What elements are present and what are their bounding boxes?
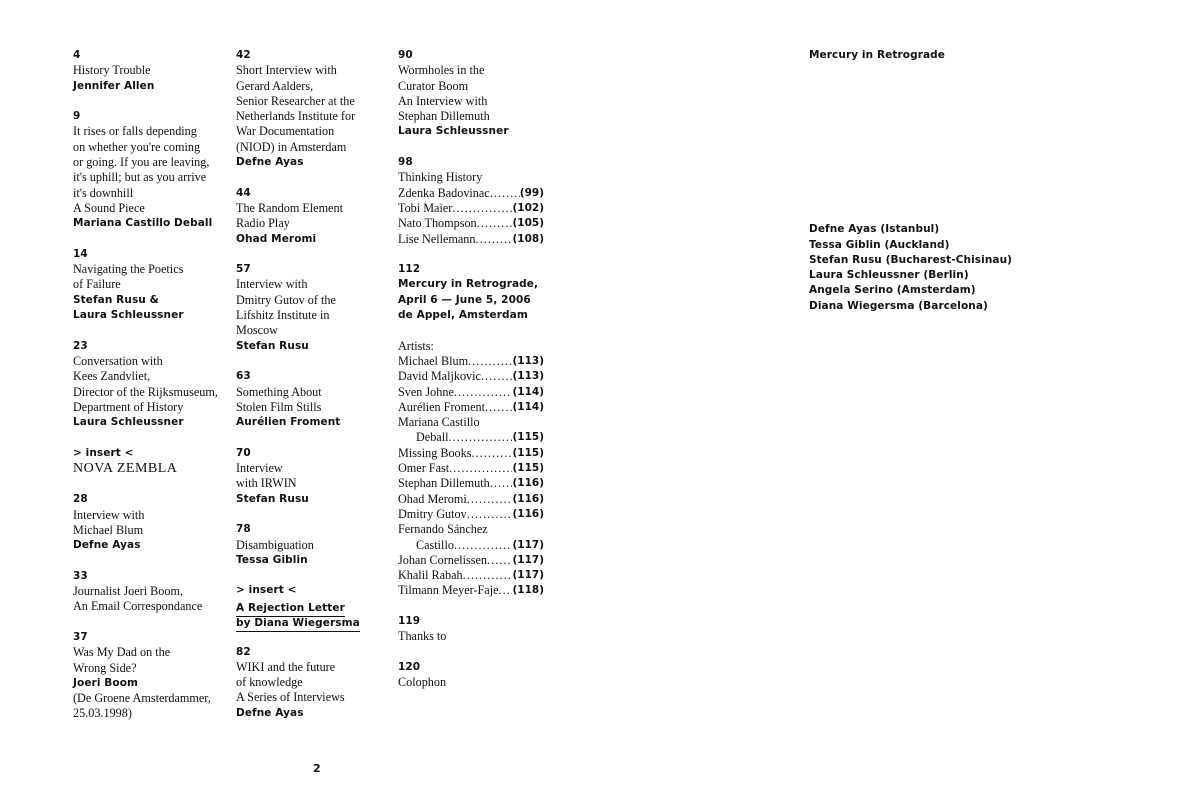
- insert-label: > insert <: [236, 584, 297, 597]
- entry-note: 25.03.1998): [73, 706, 132, 721]
- entry-title-line: History Trouble: [73, 63, 151, 78]
- dot-leader: [485, 400, 512, 415]
- toc-entry: [398, 660, 548, 691]
- entry-title-line: Radio Play: [236, 216, 290, 231]
- toc-row: [398, 446, 544, 461]
- toc-row-page: (114): [512, 385, 544, 398]
- entry-page-number: 57: [236, 263, 251, 276]
- toc-row: [398, 522, 544, 537]
- curators-column: [809, 48, 1069, 314]
- curator-item: Defne Ayas (Istanbul): [809, 223, 940, 236]
- entry-title-line: Wormholes in the: [398, 63, 485, 78]
- entry-title-line: Director of the Rijksmuseum,: [73, 384, 218, 399]
- insert-rejection-letter: [236, 583, 386, 629]
- exhibition-venue: de Appel, Amsterdam: [398, 309, 528, 322]
- dot-leader: [467, 507, 513, 522]
- entry-author: Jennifer Allen: [73, 79, 155, 92]
- toc-row-page: (102): [512, 201, 544, 214]
- dot-leader: [487, 553, 512, 568]
- toc-row-page: (105): [512, 217, 544, 230]
- dot-leader: [449, 461, 512, 476]
- curator-list: [809, 222, 1069, 314]
- insert-title: NOVA ZEMBLA: [73, 461, 178, 477]
- entry-title-line: of knowledge: [236, 675, 303, 690]
- toc-row-name: Zdenka Badovinac: [398, 185, 490, 200]
- toc-row-name: Johan Cornelissen: [398, 552, 488, 567]
- entry-title-line: Michael Blum: [73, 522, 144, 537]
- toc-row-name: David Maljkovic: [398, 369, 481, 384]
- entry-title-line: Dmitry Gutov of the: [236, 292, 336, 307]
- toc-row: [398, 400, 544, 415]
- toc-entry: [398, 48, 548, 140]
- rejection-letter-author-link[interactable]: by Diana Wiegersma: [236, 617, 360, 632]
- entry-page-number: 4: [73, 49, 81, 61]
- entry-title-line: Journalist Joeri Boom,: [73, 584, 184, 599]
- entry-title-line: of Failure: [73, 277, 121, 292]
- curator-item: Diana Wiegersma (Barcelona): [809, 299, 988, 312]
- toc-row: [398, 385, 544, 400]
- toc-row-page: (116): [512, 507, 544, 520]
- toc-row: [398, 583, 544, 598]
- toc-row: [398, 232, 544, 247]
- entry-page-number: 78: [236, 523, 251, 536]
- toc-column-1: [73, 48, 223, 737]
- toc-entry: [236, 522, 386, 568]
- dot-leader: [452, 201, 512, 216]
- toc-row-page: (99): [519, 186, 544, 199]
- entry-title-line: Something About: [236, 384, 322, 399]
- dot-leader: [481, 369, 513, 384]
- running-head: Mercury in Retrograde: [809, 49, 945, 61]
- entry-author: Aurélien Froment: [236, 416, 341, 429]
- toc-row: [398, 186, 544, 201]
- entry-title-line: WIKI and the future: [236, 659, 336, 674]
- entry-title-line: it's downhill: [73, 185, 134, 200]
- toc-entry: [236, 186, 386, 247]
- entry-title-line: Netherlands Institute for: [236, 109, 356, 124]
- toc-row: [398, 568, 544, 583]
- entry-title-line: Wrong Side?: [73, 660, 137, 675]
- toc-entry: [236, 369, 386, 430]
- entry-page-number: 28: [73, 493, 88, 506]
- toc-row-page: (115): [512, 462, 544, 475]
- entry-title-line: Curator Boom: [398, 78, 469, 93]
- entry-title-line: The Random Element: [236, 200, 343, 215]
- toc-row-name: Dmitry Gutov: [398, 506, 467, 521]
- toc-entry: [73, 630, 223, 722]
- entry-author: Defne Ayas: [236, 706, 304, 719]
- entry-title-line: Colophon: [398, 675, 447, 690]
- toc-row-page: (116): [512, 477, 544, 490]
- entry-title: Thinking History: [398, 170, 483, 185]
- entry-title-line: Interview: [236, 461, 283, 476]
- toc-entry: [398, 614, 548, 645]
- toc-row: [398, 415, 544, 430]
- toc-row: [398, 492, 544, 507]
- entry-title-line: Thanks to: [398, 629, 447, 644]
- toc-row-name: Stephan Dillemuth: [398, 476, 490, 491]
- entry-title-line: Gerard Aalders,: [236, 78, 314, 93]
- toc-entry: [73, 339, 223, 431]
- exhibition-dates: April 6 — June 5, 2006: [398, 293, 531, 306]
- toc-entry: [73, 569, 223, 615]
- toc-entry: [236, 48, 386, 170]
- toc-entry: [73, 247, 223, 323]
- toc-row-name: Sven Johne: [398, 384, 454, 399]
- entry-author: Joeri Boom: [73, 676, 139, 689]
- entry-title-line: Disambiguation: [236, 537, 314, 552]
- toc-row-name: Missing Books: [398, 445, 472, 460]
- toc-row-name: Ohad Meromi: [398, 491, 467, 506]
- entry-page-number: 120: [398, 660, 421, 673]
- rejection-letter-link[interactable]: A Rejection Letter: [236, 602, 345, 617]
- toc-row: [398, 201, 544, 216]
- entry-page-number: 119: [398, 614, 421, 627]
- entry-page-number: 90: [398, 49, 413, 61]
- entry-title-line: Conversation with: [73, 353, 163, 368]
- thinking-history-section: [398, 155, 548, 247]
- curator-item: Angela Serino (Amsterdam): [809, 284, 976, 297]
- entry-title-line: Senior Researcher at the: [236, 93, 355, 108]
- toc-row-page: (117): [512, 538, 544, 551]
- toc-row: [398, 430, 544, 445]
- exhibition-section: [398, 262, 548, 323]
- artists-section: [398, 339, 548, 599]
- entry-author: Defne Ayas: [73, 539, 141, 552]
- curator-item: Stefan Rusu (Bucharest-Chisinau): [809, 253, 1013, 266]
- entry-author: Stefan Rusu: [236, 339, 309, 352]
- toc-row-page: (108): [512, 232, 544, 245]
- entry-title-line: An Interview with: [398, 93, 488, 108]
- toc-row-page: (113): [512, 354, 544, 367]
- entry-page-number: 33: [73, 569, 88, 582]
- entry-note: (De Groene Amsterdammer,: [73, 691, 211, 706]
- toc-row-page: (117): [512, 553, 544, 566]
- entry-title-line: War Documentation: [236, 124, 335, 139]
- entry-page-number: 98: [398, 156, 413, 169]
- entry-title-line: Short Interview with: [236, 63, 337, 78]
- entry-author: Laura Schleussner: [398, 125, 509, 138]
- toc-row-page: (114): [512, 400, 544, 413]
- entry-page-number: 23: [73, 339, 88, 352]
- toc-row-page: (117): [512, 569, 544, 582]
- curator-item: Tessa Giblin (Auckland): [809, 238, 950, 251]
- entry-page-number: 14: [73, 247, 88, 260]
- toc-row-page: (118): [512, 584, 544, 597]
- entry-page-number: 82: [236, 645, 251, 658]
- entry-author: Ohad Meromi: [236, 232, 317, 245]
- entry-page-number: 42: [236, 49, 251, 61]
- entry-author: Mariana Castillo Deball: [73, 217, 213, 230]
- entry-page-number: 37: [73, 630, 88, 643]
- insert-nova-zembla: [73, 446, 223, 477]
- dot-leader: [490, 476, 513, 491]
- entry-title-line: Stephan Dillemuth: [398, 109, 490, 124]
- entry-author: Stefan Rusu: [236, 492, 309, 505]
- toc-entry: [236, 446, 386, 507]
- toc-row-name: Omer Fast: [398, 461, 450, 476]
- dot-leader: [454, 385, 513, 400]
- toc-row: [398, 461, 544, 476]
- toc-row: [398, 354, 544, 369]
- entry-title-line: or going. If you are leaving,: [73, 155, 210, 170]
- artists-list: [398, 354, 548, 599]
- entry-page-number: 44: [236, 186, 251, 199]
- entry-title-line: Navigating the Poetics: [73, 262, 184, 277]
- dot-leader: [449, 430, 513, 445]
- toc-row-page: (116): [512, 492, 544, 505]
- dot-leader: [499, 583, 513, 598]
- toc-row-name: Tilmann Meyer-Faje: [398, 583, 499, 598]
- entry-title-line: A Series of Interviews: [236, 690, 345, 705]
- artists-label: Artists:: [398, 338, 434, 353]
- entry-page-number: 70: [236, 446, 251, 459]
- toc-row-name: Michael Blum: [398, 353, 469, 368]
- thinking-history-list: [398, 186, 548, 247]
- exhibition-title: Mercury in Retrograde,: [398, 278, 539, 291]
- toc-row-name: Khalil Rabah: [398, 568, 463, 583]
- toc-row-name: Mariana Castillo: [398, 415, 480, 430]
- toc-row: [398, 476, 544, 491]
- dot-leader: [476, 232, 513, 247]
- toc-row: [398, 216, 544, 231]
- toc-row-name: Lise Nellemann: [398, 231, 476, 246]
- entry-author: Laura Schleussner: [73, 309, 184, 322]
- toc-row-name: Nato Thompson: [398, 216, 477, 231]
- insert-label: > insert <: [73, 446, 134, 459]
- entry-title-line: Moscow: [236, 323, 278, 338]
- toc-row: [398, 553, 544, 568]
- toc-entry: [73, 109, 223, 231]
- toc-entry: [73, 492, 223, 553]
- toc-row-page: (113): [512, 370, 544, 383]
- entry-title-line: A Sound Piece: [73, 200, 145, 215]
- entry-author: Tessa Giblin: [236, 553, 308, 566]
- entry-page-number: 63: [236, 370, 251, 383]
- dot-leader: [467, 492, 513, 507]
- entry-title-line: on whether you're coming: [73, 139, 201, 154]
- entry-page-number: 112: [398, 263, 421, 276]
- entry-title-line: with IRWIN: [236, 476, 297, 491]
- entry-title-line: Stolen Film Stills: [236, 399, 322, 414]
- toc-entry: [73, 48, 223, 94]
- toc-row: [398, 538, 544, 553]
- toc-row: [398, 369, 544, 384]
- toc-row-name: Deball: [416, 430, 449, 445]
- dot-leader: [477, 216, 513, 231]
- toc-column-3: [398, 48, 548, 706]
- page-number: 2: [313, 762, 321, 775]
- toc-row: [398, 507, 544, 522]
- entry-page-number: 9: [73, 110, 81, 123]
- toc-row-name: Fernando Sánchez: [398, 522, 488, 537]
- toc-row-name: Aurélien Froment: [398, 399, 485, 414]
- entry-title-line: Interview with: [236, 277, 308, 292]
- dot-leader: [463, 568, 513, 583]
- toc-row-name: Tobi Maier: [398, 200, 453, 215]
- entry-title-line: Lifshitz Institute in: [236, 308, 330, 323]
- toc-entry: [236, 262, 386, 354]
- toc-row-page: (115): [512, 431, 544, 444]
- entry-title-line: Department of History: [73, 399, 184, 414]
- entry-author: Laura Schleussner: [73, 416, 184, 429]
- toc-entry: [236, 645, 386, 721]
- entry-author: Stefan Rusu &: [73, 293, 159, 306]
- entry-title-line: Kees Zandvliet,: [73, 369, 151, 384]
- toc-column-2: [236, 48, 386, 736]
- toc-row-name: Castillo: [416, 537, 454, 552]
- entry-title-line: Was My Dad on the: [73, 645, 171, 660]
- entry-author: Defne Ayas: [236, 156, 304, 169]
- dot-leader: [468, 354, 512, 369]
- dot-leader: [490, 186, 520, 201]
- entry-title-line: (NIOD) in Amsterdam: [236, 139, 347, 154]
- entry-title-line: it's uphill; but as you arrive: [73, 170, 207, 185]
- entry-title-line: An Email Correspondance: [73, 599, 203, 614]
- curator-item: Laura Schleussner (Berlin): [809, 269, 969, 282]
- toc-row-page: (115): [512, 446, 544, 459]
- dot-leader: [471, 446, 512, 461]
- entry-title-line: It rises or falls depending: [73, 124, 197, 139]
- dot-leader: [454, 538, 513, 553]
- entry-title-line: Interview with: [73, 507, 145, 522]
